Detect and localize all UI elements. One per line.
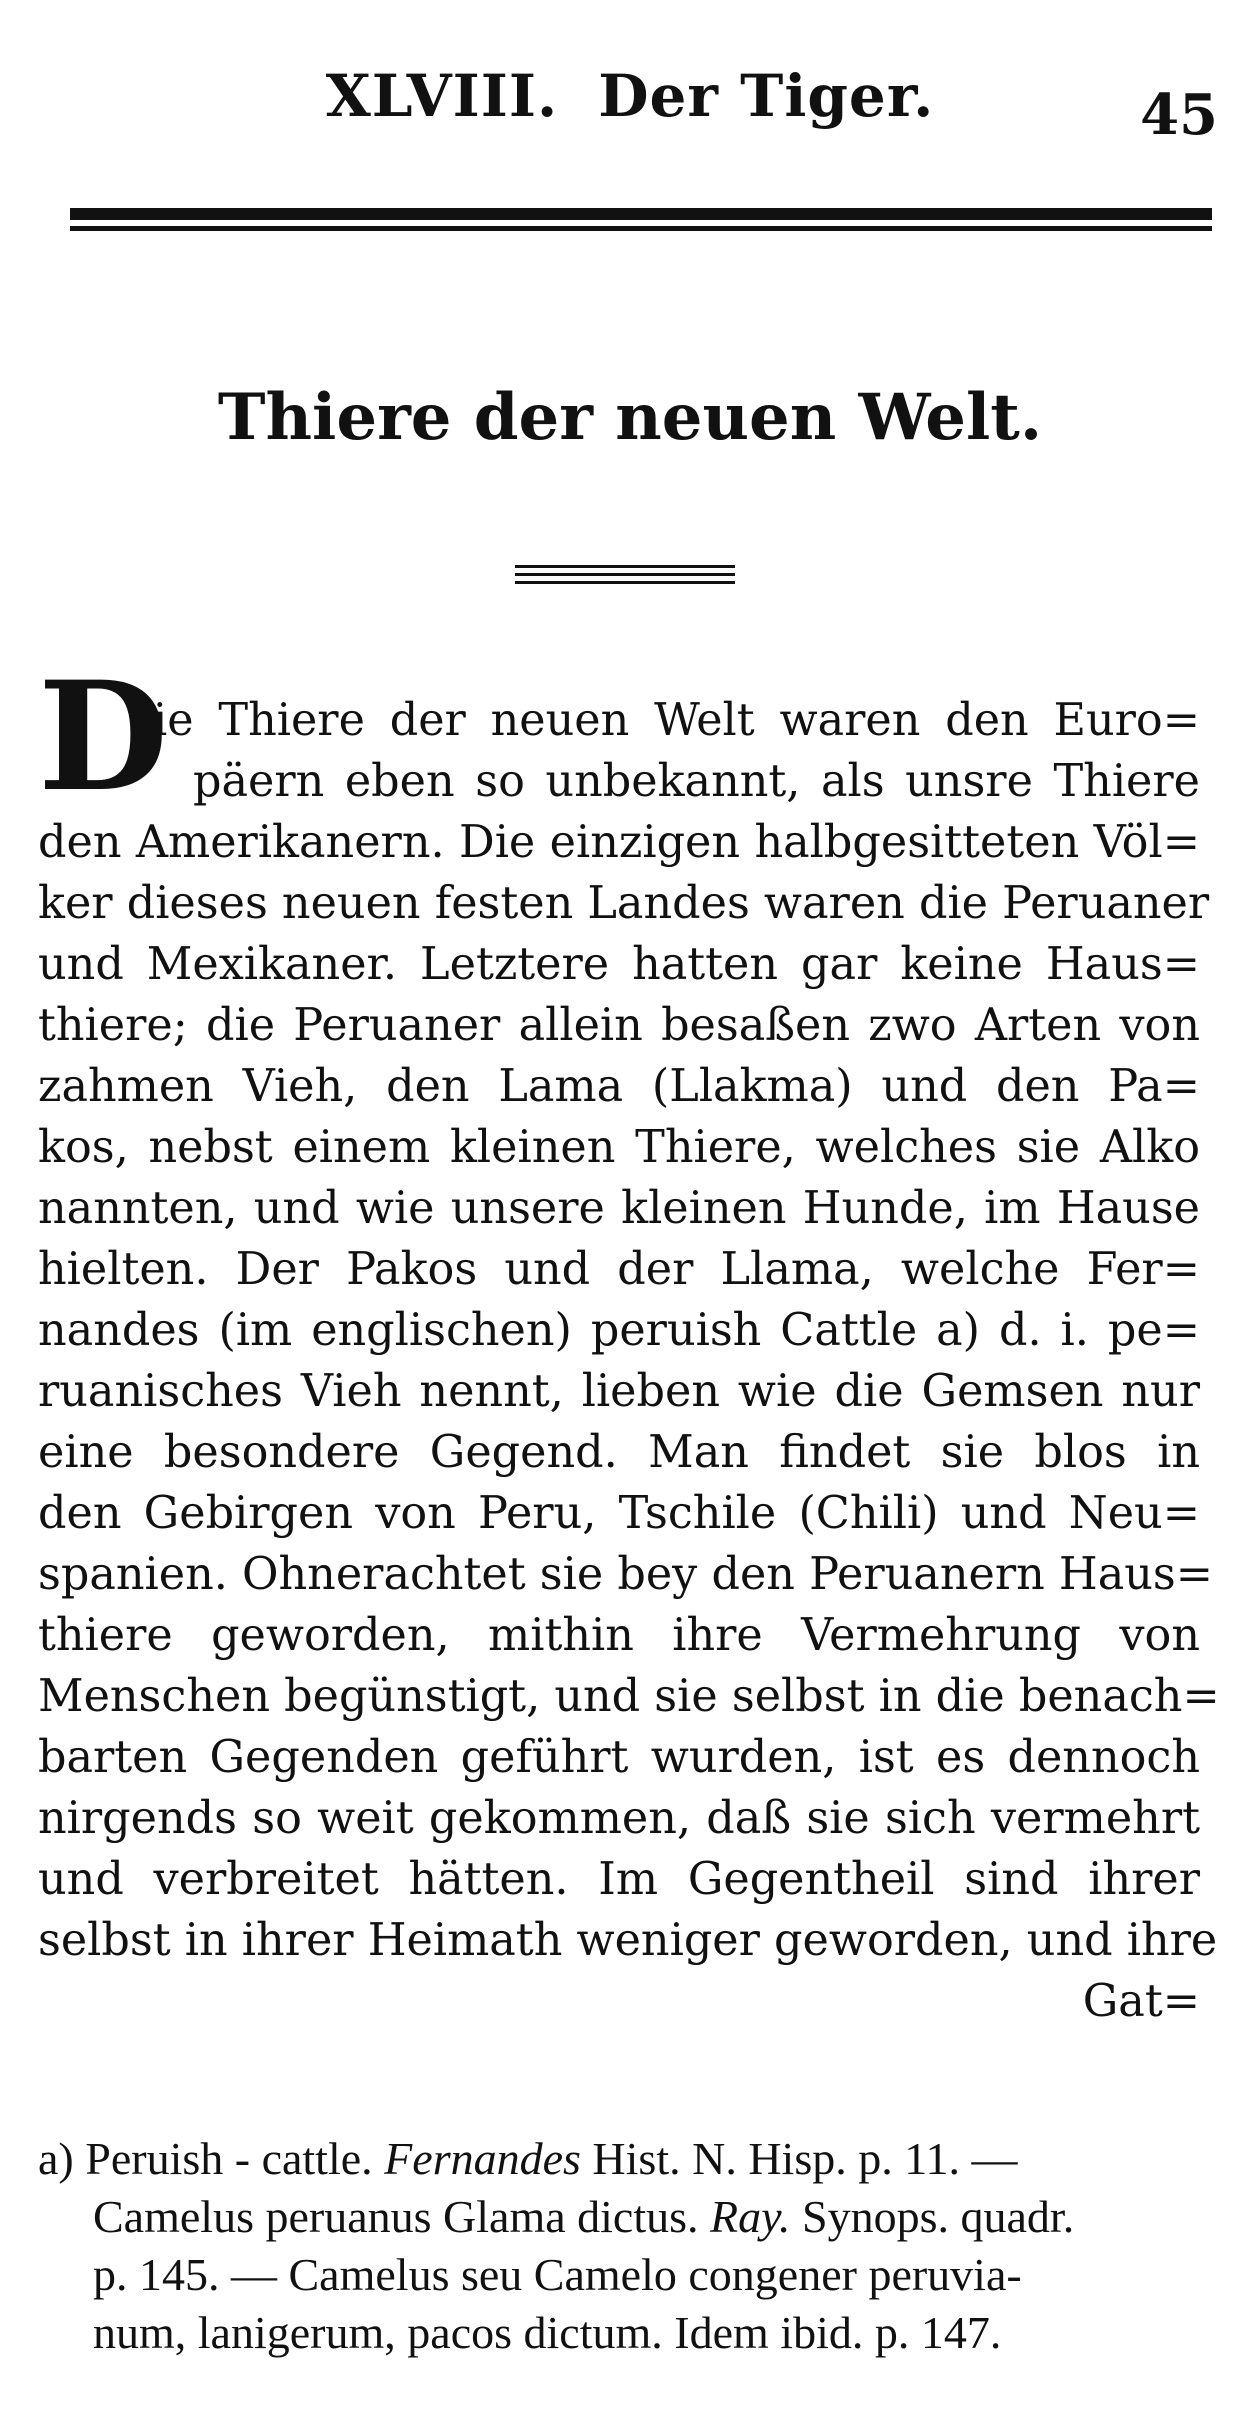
running-header bbox=[0, 62, 1260, 152]
body-line: und Mexikaner. Letztere hatten gar keine Haus= bbox=[38, 939, 1200, 990]
title-ornament-rule bbox=[515, 565, 735, 587]
footnote-author: Fernandes bbox=[384, 2133, 581, 2184]
header-rule-thick bbox=[70, 208, 1212, 220]
footnote-text: Peruish - cattle. bbox=[85, 2133, 373, 2184]
body-text bbox=[38, 690, 1220, 2032]
body-line: ker dieses neuen festen Landes waren die Peruaner bbox=[38, 878, 1210, 929]
chapter-title: Der Tiger. bbox=[598, 62, 935, 130]
footnote-text: Camelus peruanus Glama dictus. bbox=[93, 2191, 699, 2242]
body-line: thiere geworden, mithin ihre Vermehrung von bbox=[38, 1610, 1200, 1661]
footnote-line: p. 145. — Camelus seu Camelo congener peruvia- bbox=[93, 2249, 1022, 2300]
body-line: Menschen begünstigt, und sie selbst in die benach= bbox=[38, 1671, 1220, 1722]
body-line: päern eben so unbekannt, als unsre Thiere bbox=[193, 756, 1200, 807]
body-line: thiere; die Peruaner allein besaßen zwo Arten von bbox=[38, 1000, 1200, 1051]
header-title bbox=[0, 62, 1260, 130]
body-line: den Gebirgen von Peru, Tschile (Chili) und Neu= bbox=[38, 1488, 1200, 1539]
body-line: den Amerikanern. Die einzigen halbgesitteten Völ= bbox=[38, 817, 1200, 868]
body-line: kos, nebst einem kleinen Thiere, welches sie Alko bbox=[38, 1122, 1200, 1173]
header-rule-thin bbox=[70, 226, 1212, 231]
body-line: ruanisches Vieh nennt, lieben wie die Gemsen nur bbox=[38, 1366, 1200, 1417]
body-line: ie Thiere der neuen Welt waren den Euro= bbox=[153, 695, 1200, 746]
page-number: 45 bbox=[1140, 82, 1218, 148]
body-line: und verbreitet hätten. Im Gegentheil sind ihrer bbox=[38, 1854, 1200, 1905]
footnote-marker: a) bbox=[38, 2133, 74, 2184]
body-line: nirgends so weit gekommen, daß sie sich vermehrt bbox=[38, 1793, 1200, 1844]
footnote bbox=[38, 2130, 1208, 2362]
footnote-line bbox=[38, 2188, 1208, 2246]
body-line: hielten. Der Pakos und der Llama, welche Fer= bbox=[38, 1244, 1200, 1295]
body-line: spanien. Ohnerachtet sie bey den Peruanern Haus= bbox=[38, 1549, 1214, 1600]
body-line: eine besondere Gegend. Man findet sie blos in bbox=[38, 1427, 1200, 1478]
footnote-line: num, lanigerum, pacos dictum. Idem ibid. p. 147. bbox=[93, 2307, 1002, 2358]
body-line: selbst in ihrer Heimath weniger geworden, und ihre bbox=[38, 1915, 1218, 1966]
catchword: Gat= bbox=[1082, 1976, 1200, 2027]
footnote-text: Hist. N. Hisp. p. 11. — bbox=[592, 2133, 1018, 2184]
footnote-text: Synops. quadr. bbox=[802, 2191, 1075, 2242]
body-line: nandes (im englischen) peruish Cattle a) d. i. pe= bbox=[38, 1305, 1200, 1356]
section-title: Thiere der neuen Welt. bbox=[217, 380, 1043, 455]
body-line: nannten, und wie unsere kleinen Hunde, im Hause bbox=[38, 1183, 1200, 1234]
footnote-author: Ray. bbox=[710, 2191, 791, 2242]
body-line: zahmen Vieh, den Lama (Llakma) und den Pa= bbox=[38, 1061, 1200, 1112]
footnote-line bbox=[38, 2130, 1208, 2188]
chapter-number: XLVIII. bbox=[325, 62, 559, 130]
body-line: barten Gegenden geführt wurden, ist es dennoch bbox=[38, 1732, 1200, 1783]
drop-cap: D bbox=[38, 649, 169, 825]
